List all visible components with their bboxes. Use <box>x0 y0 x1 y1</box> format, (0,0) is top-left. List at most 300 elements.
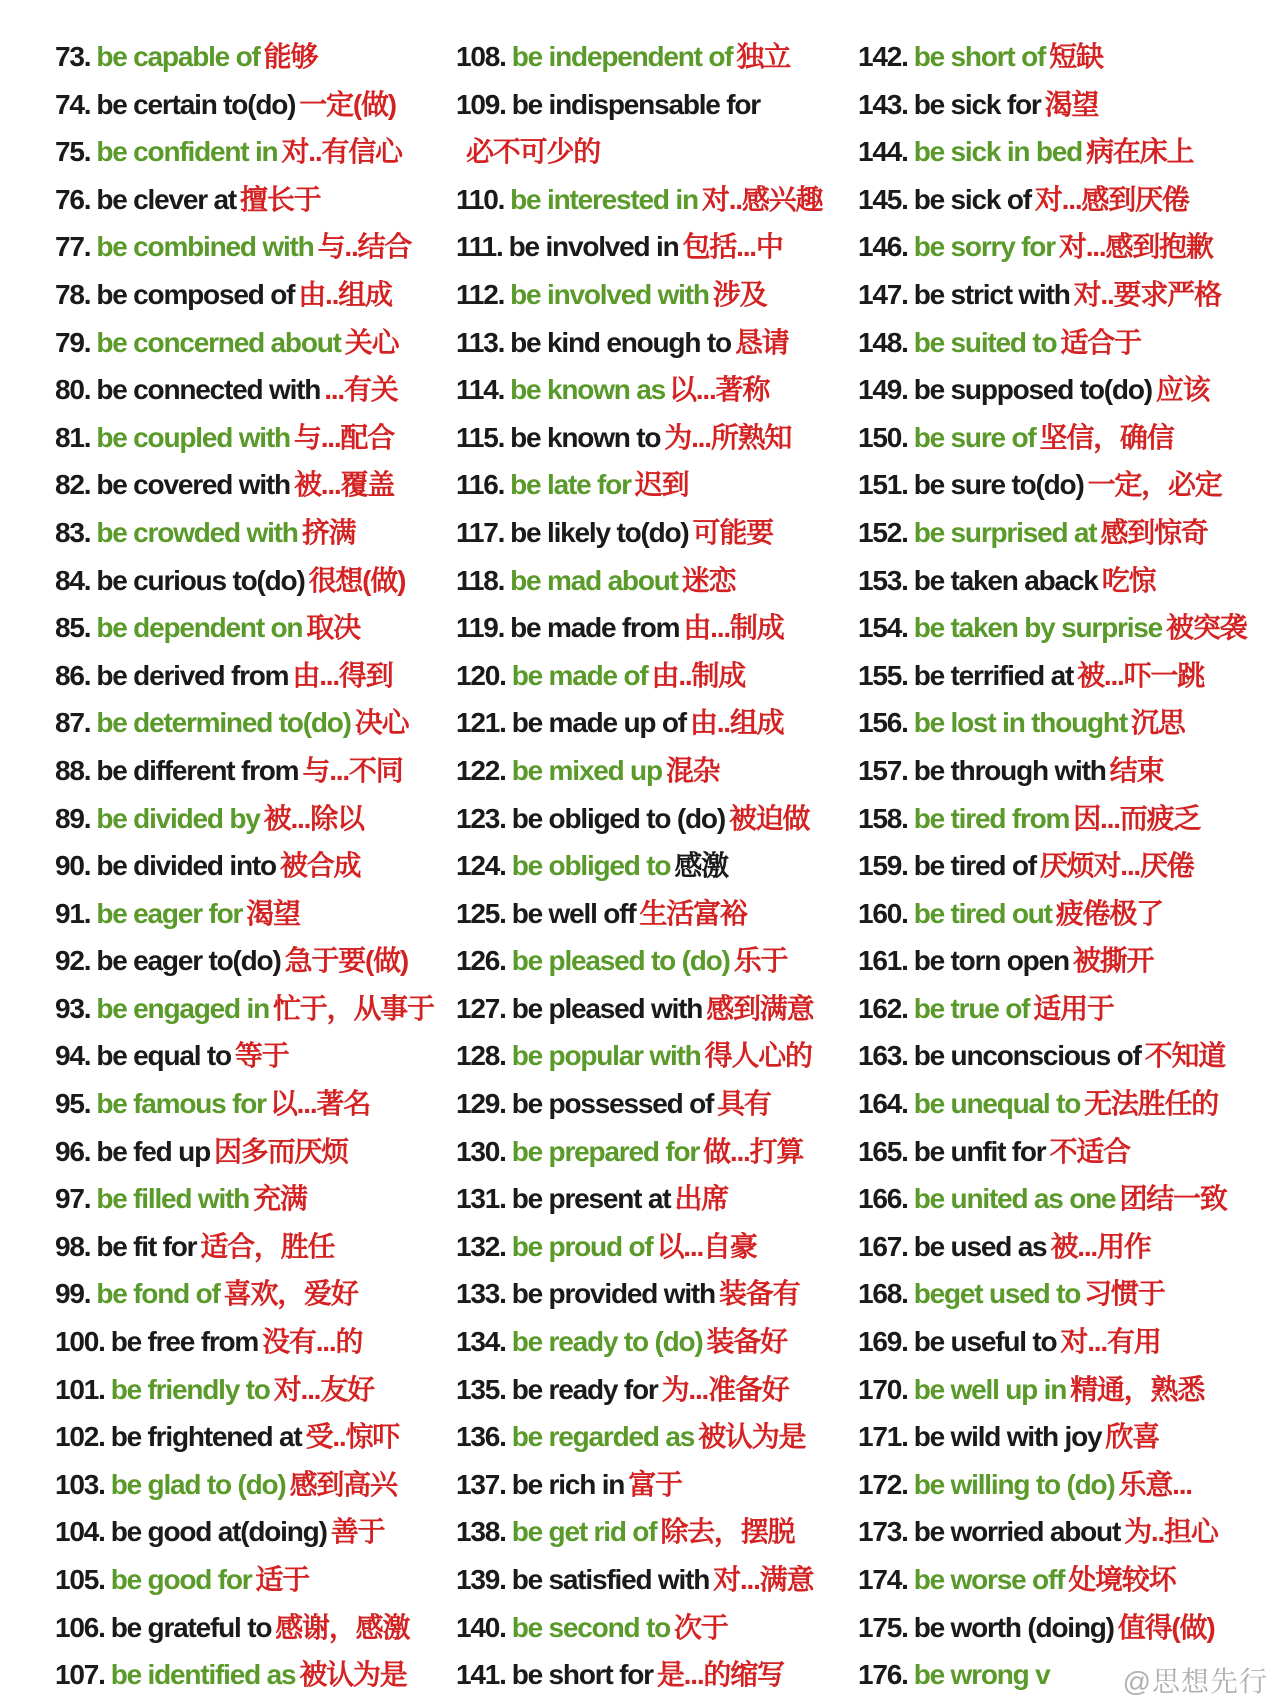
entry-phrase: be through with <box>913 754 1106 786</box>
entry-number: 78. <box>55 278 91 310</box>
entry-phrase: be capable of <box>96 41 260 72</box>
entry-number: 125. <box>456 897 506 929</box>
phrase-entry <box>55 842 455 890</box>
entry-phrase: be proud of <box>511 1230 653 1262</box>
entry-phrase: be tired of <box>913 850 1036 882</box>
phrase-entry <box>456 128 861 176</box>
entry-meaning: 对...感到抱歉 <box>1058 231 1213 263</box>
entry-meaning: 能够 <box>263 41 318 72</box>
phrase-entry <box>55 890 455 938</box>
entry-meaning: 具有 <box>717 1088 771 1120</box>
entry-number: 132. <box>456 1230 506 1262</box>
entry-meaning: 适合于 <box>1060 326 1141 358</box>
phrase-entry <box>858 747 1268 795</box>
phrase-entry <box>456 937 861 985</box>
phrase-entry <box>858 223 1268 271</box>
phrase-entry <box>858 176 1268 224</box>
entry-phrase: be friendly to <box>110 1373 270 1405</box>
entry-number: 175. <box>858 1611 908 1643</box>
entry-number: 83. <box>55 516 91 548</box>
entry-phrase: be provided with <box>511 1278 715 1310</box>
entry-number: 128. <box>456 1040 506 1072</box>
entry-phrase: be supposed to(do) <box>913 374 1152 406</box>
entry-meaning: 富于 <box>628 1468 682 1500</box>
entry-meaning: 感激 <box>674 850 728 882</box>
entry-meaning: 感到高兴 <box>289 1468 397 1500</box>
entry-number: 97. <box>55 1183 91 1215</box>
entry-phrase: be equal to <box>96 1040 231 1072</box>
entry-number: 146. <box>858 231 908 263</box>
entry-number: 92. <box>55 945 91 977</box>
entry-meaning: 装备好 <box>706 1326 787 1358</box>
entry-meaning: 适于 <box>255 1564 310 1595</box>
phrase-entry <box>858 33 1268 81</box>
entry-meaning: 感到满意 <box>706 992 814 1024</box>
phrase-entry <box>55 128 455 176</box>
entry-number: 118. <box>456 564 505 596</box>
entry-phrase: be rich in <box>511 1468 625 1500</box>
entry-phrase: be taken by surprise <box>913 612 1163 644</box>
entry-number: 94. <box>55 1040 91 1072</box>
entry-number: 166. <box>858 1183 908 1215</box>
entry-phrase: be clever at <box>96 183 237 215</box>
entry-meaning: 善于 <box>330 1516 385 1548</box>
phrase-entry <box>456 1128 861 1176</box>
entry-phrase: be engaged in <box>96 992 269 1024</box>
entry-phrase: be well off <box>511 897 636 929</box>
phrase-entry <box>456 604 861 652</box>
entry-meaning: 被合成 <box>279 850 361 882</box>
entry-number: 159. <box>858 850 908 882</box>
entry-number: 77. <box>55 231 91 263</box>
entry-meaning: 受..惊吓 <box>305 1421 400 1453</box>
entry-phrase: be fed up <box>96 1135 210 1167</box>
phrase-entry <box>55 699 455 747</box>
entry-meaning: 生活富裕 <box>639 897 747 929</box>
entry-phrase: be grateful to <box>110 1611 272 1643</box>
entry-phrase: be combined with <box>96 231 314 263</box>
phrase-entry <box>858 128 1268 176</box>
entry-meaning: 关心 <box>344 326 399 358</box>
entry-number: 98. <box>55 1230 91 1262</box>
entry-meaning: 必不可少的 <box>466 136 601 168</box>
phrase-entry <box>456 652 861 700</box>
entry-number: 157. <box>858 754 908 786</box>
entry-number: 86. <box>55 659 91 691</box>
entry-meaning: 不知道 <box>1144 1040 1226 1072</box>
phrase-entry <box>456 1270 861 1318</box>
entry-phrase: be good at(doing) <box>110 1516 327 1548</box>
entry-number: 148. <box>858 326 908 358</box>
phrase-entry <box>858 1366 1268 1414</box>
phrase-entry <box>456 1556 861 1604</box>
entry-phrase: be sick for <box>913 88 1041 120</box>
entry-meaning: 忙于，从事于 <box>272 992 434 1024</box>
entry-meaning: 被...吓一跳 <box>1077 659 1205 691</box>
entry-number: 104. <box>55 1516 105 1548</box>
entry-meaning: 为..担心 <box>1124 1516 1218 1548</box>
entry-meaning: 装备有 <box>718 1278 800 1310</box>
entry-number: 164. <box>858 1088 908 1120</box>
entry-number: 153. <box>858 564 908 596</box>
entry-phrase: be kind enough to <box>510 326 731 358</box>
entry-phrase: be popular with <box>511 1040 701 1072</box>
phrase-entry <box>456 81 861 129</box>
entry-phrase: be worse off <box>913 1564 1065 1595</box>
entry-meaning: 被认为是 <box>698 1421 806 1453</box>
phrase-entry <box>456 890 861 938</box>
phrase-entry <box>456 414 861 462</box>
entry-number: 131. <box>456 1183 506 1215</box>
entry-phrase: be terrified at <box>913 659 1074 691</box>
entry-meaning: 充满 <box>253 1183 307 1215</box>
entry-phrase: be useful to <box>913 1326 1057 1358</box>
entry-phrase: be obliged to <box>511 850 671 882</box>
phrase-entry <box>456 1461 861 1509</box>
entry-number: 101. <box>55 1373 105 1405</box>
phrase-entry <box>55 33 455 81</box>
phrase-entry <box>55 1604 455 1652</box>
phrase-entry <box>55 509 455 557</box>
entry-number: 137. <box>456 1468 506 1500</box>
phrase-entry <box>55 1032 455 1080</box>
entry-number: 96. <box>55 1135 91 1167</box>
phrase-entry <box>858 1413 1268 1461</box>
entry-number: 99. <box>55 1278 91 1310</box>
phrase-entry <box>456 1223 861 1271</box>
entry-phrase: be true of <box>913 992 1030 1024</box>
entry-phrase: be tired from <box>913 802 1070 834</box>
phrase-entry <box>456 1413 861 1461</box>
entry-meaning: 感到惊奇 <box>1100 516 1208 548</box>
phrase-entry <box>55 1651 455 1699</box>
entry-meaning: 迟到 <box>634 469 689 501</box>
entry-meaning: 沉思 <box>1130 707 1185 739</box>
entry-meaning: 很想(做) <box>308 564 406 596</box>
entry-meaning: 被迫做 <box>728 802 810 834</box>
entry-meaning: 对...满意 <box>713 1564 814 1595</box>
entry-phrase: be unequal to <box>913 1088 1081 1120</box>
entry-meaning: 吃惊 <box>1101 564 1156 596</box>
phrase-entry <box>456 1032 861 1080</box>
entry-phrase: be divided by <box>96 802 260 834</box>
entry-number: 107. <box>55 1659 105 1691</box>
phrase-entry <box>55 1413 455 1461</box>
phrase-entry <box>55 271 455 319</box>
phrase-entry <box>456 319 861 367</box>
entry-number: 162. <box>858 992 908 1024</box>
phrase-entry <box>858 1175 1268 1223</box>
entry-meaning: 由...制成 <box>683 612 784 644</box>
entry-meaning: 被突袭 <box>1166 612 1247 644</box>
entry-phrase: be concerned about <box>96 326 341 358</box>
entry-meaning: 对...有用 <box>1060 1326 1161 1358</box>
entry-number: 163. <box>858 1040 908 1072</box>
entry-number: 117. <box>456 516 505 548</box>
entry-phrase: be indispensable for <box>511 88 760 120</box>
entry-phrase: be likely to(do) <box>510 516 689 548</box>
entry-number: 152. <box>858 516 908 548</box>
entry-phrase: be fit for <box>96 1230 197 1262</box>
entry-meaning: 与...配合 <box>293 421 395 453</box>
entry-meaning: 擅长于 <box>240 183 321 215</box>
entry-phrase: be interested in <box>510 183 698 215</box>
entry-meaning: 感谢，感激 <box>275 1611 410 1643</box>
entry-number: 143. <box>858 88 908 120</box>
entry-meaning: 为...所熟知 <box>664 421 792 453</box>
entry-phrase: be sure to(do) <box>913 469 1084 501</box>
entry-number: 80. <box>55 374 91 406</box>
phrase-entry <box>858 414 1268 462</box>
entry-phrase: be fond of <box>96 1278 220 1310</box>
entry-meaning: 对...感到厌倦 <box>1034 183 1189 215</box>
entry-number: 174. <box>858 1564 908 1595</box>
phrase-entry <box>858 1128 1268 1176</box>
phrase-entry <box>456 557 861 605</box>
entry-meaning: 对..有信心 <box>281 136 402 168</box>
entry-phrase: be eager for <box>96 897 243 929</box>
entry-phrase: be identified as <box>110 1659 296 1691</box>
entry-meaning: 因...而疲乏 <box>1073 802 1201 834</box>
entry-phrase: be unfit for <box>913 1135 1046 1167</box>
entry-number: 122. <box>456 754 506 786</box>
entry-meaning: 除去，摆脱 <box>660 1516 795 1548</box>
phrase-entry <box>858 271 1268 319</box>
entry-meaning: 与...不同 <box>302 754 403 786</box>
entry-meaning: 以...著名 <box>269 1088 370 1120</box>
entry-phrase: be tired out <box>913 897 1052 929</box>
entry-phrase: be obliged to (do) <box>511 802 725 834</box>
entry-number: 114. <box>456 374 505 406</box>
entry-meaning: 欣喜 <box>1105 1421 1160 1453</box>
entry-phrase: be glad to (do) <box>110 1468 286 1500</box>
entry-number: 171. <box>858 1421 908 1453</box>
phrase-entry <box>456 699 861 747</box>
entry-meaning: 一定，必定 <box>1087 469 1222 501</box>
entry-phrase: be known as <box>510 374 665 406</box>
entry-number: 90. <box>55 850 91 882</box>
entry-meaning: 可能要 <box>692 516 773 548</box>
entry-number: 154. <box>858 612 908 644</box>
entry-meaning: 厌烦对...厌倦 <box>1039 850 1194 882</box>
entry-number: 100. <box>55 1326 105 1358</box>
phrase-entry <box>456 747 861 795</box>
entry-number: 161. <box>858 945 908 977</box>
entry-meaning: 是...的缩写 <box>656 1659 784 1691</box>
phrase-entry <box>55 1508 455 1556</box>
entry-number: 82. <box>55 469 91 501</box>
entry-number: 121. <box>456 707 506 739</box>
entry-number: 145. <box>858 183 908 215</box>
entry-number: 102. <box>55 1421 105 1453</box>
entry-phrase: be sorry for <box>913 231 1055 263</box>
entry-phrase: be unconscious of <box>913 1040 1141 1072</box>
entry-meaning: 对..感兴趣 <box>701 183 823 215</box>
entry-number: 127. <box>456 992 506 1024</box>
entry-meaning: 习惯于 <box>1084 1278 1165 1310</box>
entry-number: 119. <box>456 612 505 644</box>
entry-number: 126. <box>456 945 506 977</box>
entry-phrase: be derived from <box>96 659 289 691</box>
phrase-entry <box>456 985 861 1033</box>
entry-number: 105. <box>55 1564 105 1595</box>
phrase-entry <box>456 1080 861 1128</box>
entry-phrase: be wrong v <box>913 1659 1050 1691</box>
entry-meaning: 没有...的 <box>262 1326 363 1358</box>
entry-phrase: be well up in <box>913 1373 1067 1405</box>
entry-phrase: be possessed of <box>511 1088 714 1120</box>
entry-meaning: 由..组成 <box>298 278 392 310</box>
entry-phrase: be good for <box>110 1564 252 1595</box>
entry-meaning: 被...覆盖 <box>293 469 395 501</box>
entry-number: 123. <box>456 802 506 834</box>
entry-number: 103. <box>55 1468 105 1500</box>
phrase-entry <box>858 1080 1268 1128</box>
phrase-entry <box>858 1318 1268 1366</box>
entry-number: 155. <box>858 659 908 691</box>
phrase-entry <box>858 81 1268 129</box>
entry-number: 129. <box>456 1088 506 1120</box>
entry-phrase: be pleased with <box>511 992 703 1024</box>
entry-meaning: 坚信，确信 <box>1039 421 1174 453</box>
entry-phrase: be lost in thought <box>913 707 1127 739</box>
entry-phrase: be late for <box>510 469 631 501</box>
entry-meaning: 与..结合 <box>317 231 412 263</box>
entry-number: 106. <box>55 1611 105 1643</box>
phrase-entry <box>858 1270 1268 1318</box>
entry-meaning: 对...友好 <box>273 1373 374 1405</box>
entry-number: 116. <box>456 469 505 501</box>
entry-number: 81. <box>55 421 91 453</box>
entry-phrase: be confident in <box>96 136 278 168</box>
entry-meaning: 值得(做) <box>1117 1611 1215 1643</box>
phrase-entry <box>858 366 1268 414</box>
entry-phrase: be ready for <box>511 1373 658 1405</box>
entry-number: 115. <box>456 421 505 453</box>
entry-phrase: be free from <box>110 1326 259 1358</box>
phrase-entry <box>858 699 1268 747</box>
phrase-entry <box>858 985 1268 1033</box>
entry-number: 140. <box>456 1611 506 1643</box>
phrase-entry <box>55 81 455 129</box>
phrase-entry <box>55 1128 455 1176</box>
entry-meaning: 次于 <box>674 1611 728 1643</box>
entry-phrase: be worried about <box>913 1516 1121 1548</box>
entry-meaning: 应该 <box>1155 374 1210 406</box>
phrase-entry <box>858 652 1268 700</box>
phrase-entry <box>456 1175 861 1223</box>
entry-phrase: be involved in <box>508 231 679 263</box>
entry-meaning: 挤满 <box>301 516 356 548</box>
entry-number: 108. <box>456 41 506 72</box>
phrase-entry <box>456 1651 861 1699</box>
entry-meaning: 无法胜任的 <box>1084 1088 1219 1120</box>
phrase-column-1 <box>55 33 455 1699</box>
entry-meaning: 恳请 <box>734 326 789 358</box>
entry-meaning: 由..组成 <box>689 707 784 739</box>
entry-meaning: 取决 <box>306 612 360 644</box>
entry-meaning: 迷恋 <box>681 564 736 596</box>
entry-meaning: 处境较坏 <box>1068 1564 1176 1595</box>
entry-meaning: 短缺 <box>1049 41 1103 72</box>
phrase-entry <box>858 890 1268 938</box>
phrase-entry <box>858 509 1268 557</box>
phrase-entry <box>858 1223 1268 1271</box>
phrase-entry <box>858 604 1268 652</box>
entry-phrase: be crowded with <box>96 516 298 548</box>
phrase-entry <box>55 1270 455 1318</box>
entry-number: 110. <box>456 183 505 215</box>
entry-phrase: be curious to(do) <box>96 564 305 596</box>
entry-phrase: be made up of <box>511 707 686 739</box>
phrase-entry <box>456 223 861 271</box>
phrase-entry <box>55 461 455 509</box>
entry-phrase: be ready to (do) <box>511 1326 703 1358</box>
entry-phrase: be famous for <box>96 1088 266 1120</box>
entry-meaning: 被...除以 <box>263 802 364 834</box>
entry-meaning: 由...得到 <box>292 659 393 691</box>
entry-phrase: be mixed up <box>511 754 662 786</box>
entry-number: 169. <box>858 1326 908 1358</box>
entry-phrase: be second to <box>511 1611 670 1643</box>
entry-phrase: be prepared for <box>511 1135 700 1167</box>
entry-phrase: be regarded as <box>511 1421 695 1453</box>
entry-meaning: 结束 <box>1109 754 1164 786</box>
entry-meaning: 出席 <box>674 1183 728 1215</box>
entry-meaning: 由..制成 <box>651 659 746 691</box>
entry-number: 73. <box>55 41 91 72</box>
entry-phrase: be satisfied with <box>511 1564 710 1595</box>
phrase-entry <box>858 937 1268 985</box>
entry-meaning: 包括...中 <box>682 231 783 263</box>
entry-meaning: 以...自豪 <box>656 1230 757 1262</box>
entry-meaning: 得人心的 <box>704 1040 812 1072</box>
entry-phrase: be frightened at <box>110 1421 302 1453</box>
entry-number: 130. <box>456 1135 506 1167</box>
entry-phrase: be independent of <box>511 41 733 72</box>
entry-meaning: ...有关 <box>324 374 398 406</box>
entry-meaning: 对..要求严格 <box>1073 278 1221 310</box>
entry-phrase: be eager to(do) <box>96 945 281 977</box>
phrase-entry <box>858 795 1268 843</box>
entry-phrase: be strict with <box>913 278 1070 310</box>
entry-number: 87. <box>55 707 91 739</box>
phrase-entry <box>55 937 455 985</box>
phrase-entry <box>456 842 861 890</box>
entry-number: 124. <box>456 850 506 882</box>
entry-phrase: be willing to (do) <box>913 1468 1115 1500</box>
phrase-entry <box>858 1461 1268 1509</box>
entry-number: 79. <box>55 326 91 358</box>
entry-number: 91. <box>55 897 91 929</box>
entry-number: 112. <box>456 278 505 310</box>
phrase-entry <box>55 319 455 367</box>
phrase-entry <box>456 176 861 224</box>
entry-phrase: be pleased to (do) <box>511 945 730 977</box>
phrase-entry <box>55 366 455 414</box>
entry-meaning: 被撕开 <box>1072 945 1154 977</box>
entry-meaning: 做...打算 <box>703 1135 804 1167</box>
entry-phrase: be wild with joy <box>913 1421 1102 1453</box>
entry-meaning: 病在床上 <box>1086 136 1194 168</box>
entry-number: 149. <box>858 374 908 406</box>
entry-phrase: be worth (doing) <box>913 1611 1114 1643</box>
entry-number: 109. <box>456 88 506 120</box>
entry-number: 141. <box>456 1659 506 1691</box>
entry-phrase: be made from <box>510 612 680 644</box>
entry-number: 158. <box>858 802 908 834</box>
phrase-column-3 <box>858 33 1268 1699</box>
